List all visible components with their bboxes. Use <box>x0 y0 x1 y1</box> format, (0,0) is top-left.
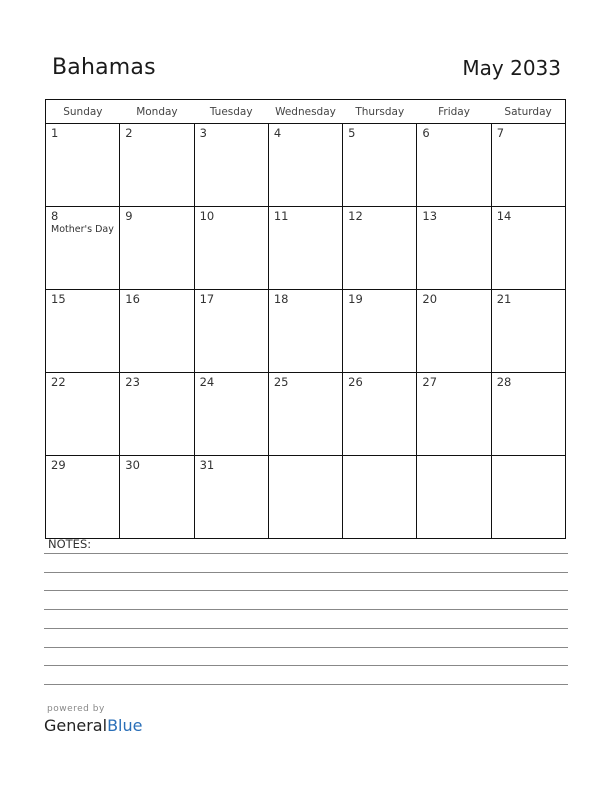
day-cell[interactable] <box>268 124 342 207</box>
day-number: 15 <box>51 292 66 306</box>
brand-general: General <box>44 716 108 735</box>
week-row <box>46 207 566 290</box>
day-number: 12 <box>348 209 363 223</box>
brand-blue: Blue <box>107 716 143 735</box>
day-cell[interactable] <box>46 207 120 290</box>
day-number: 22 <box>51 375 66 389</box>
day-number: 8 <box>51 209 59 223</box>
day-cell[interactable] <box>343 290 417 373</box>
day-number: 5 <box>348 126 356 140</box>
day-cell[interactable] <box>46 124 120 207</box>
day-number: 3 <box>199 126 207 140</box>
note-line <box>44 553 568 554</box>
day-cell[interactable] <box>417 373 491 456</box>
day-cell[interactable] <box>491 290 565 373</box>
day-cell[interactable] <box>417 124 491 207</box>
day-cell[interactable] <box>194 456 268 539</box>
day-cell[interactable] <box>120 124 194 207</box>
month-year-title: May 2033 <box>462 56 561 80</box>
weekday-header: Friday <box>417 100 491 124</box>
day-number: 29 <box>51 458 66 472</box>
day-number: 7 <box>496 126 505 140</box>
day-cell[interactable] <box>120 290 194 373</box>
day-cell[interactable] <box>417 207 491 290</box>
day-cell[interactable] <box>120 207 194 290</box>
day-number: 2 <box>125 126 133 140</box>
powered-by-text: powered by <box>47 704 105 714</box>
day-cell[interactable] <box>194 124 268 207</box>
day-cell[interactable] <box>343 124 417 207</box>
day-number: 25 <box>273 375 289 389</box>
weekday-header: Wednesday <box>268 100 342 124</box>
day-number: 11 <box>273 209 289 223</box>
day-cell[interactable] <box>194 207 268 290</box>
day-number: 16 <box>125 292 140 306</box>
day-number: 19 <box>348 292 363 306</box>
day-cell[interactable] <box>343 456 417 539</box>
note-line <box>44 628 568 629</box>
note-line <box>44 665 568 666</box>
day-cell[interactable] <box>46 373 120 456</box>
week-row <box>46 456 566 539</box>
day-cell[interactable] <box>120 456 194 539</box>
day-cell[interactable] <box>194 290 268 373</box>
day-cell[interactable] <box>343 207 417 290</box>
note-line <box>44 572 568 573</box>
day-cell[interactable] <box>491 124 565 207</box>
country-title: Bahamas <box>52 55 156 80</box>
weekday-header: Thursday <box>343 100 417 124</box>
weekday-header: Tuesday <box>194 100 268 124</box>
note-line <box>44 609 568 610</box>
calendar-grid <box>45 99 566 539</box>
day-number: 4 <box>273 126 282 140</box>
day-number: 31 <box>199 458 215 472</box>
day-number: 18 <box>273 292 289 306</box>
notes-label: NOTES: <box>48 537 92 551</box>
day-cell[interactable] <box>491 456 565 539</box>
day-cell[interactable] <box>120 373 194 456</box>
note-line <box>44 647 568 648</box>
day-cell[interactable] <box>417 456 491 539</box>
day-cell[interactable] <box>194 373 268 456</box>
weekday-header: Sunday <box>46 100 120 124</box>
day-cell[interactable] <box>46 456 120 539</box>
day-number: 6 <box>422 126 430 140</box>
week-row <box>46 290 566 373</box>
day-cell[interactable] <box>491 207 565 290</box>
day-cell[interactable] <box>268 373 342 456</box>
day-number: 23 <box>125 375 140 389</box>
generalblue-logo <box>44 716 142 735</box>
day-number: 10 <box>199 209 215 223</box>
week-row <box>46 124 566 207</box>
note-line <box>44 590 568 591</box>
day-number: 20 <box>422 292 438 306</box>
day-cell[interactable] <box>343 373 417 456</box>
day-cell[interactable] <box>268 456 342 539</box>
week-row <box>46 373 566 456</box>
day-number: 14 <box>496 209 512 223</box>
day-number: 24 <box>199 375 215 389</box>
day-cell[interactable] <box>491 373 565 456</box>
holiday-label: Mother's Day <box>51 224 114 235</box>
weekday-header-row <box>46 100 566 124</box>
day-number: 9 <box>125 209 133 223</box>
day-number: 1 <box>51 126 59 140</box>
day-number: 26 <box>348 375 363 389</box>
weekday-header: Saturday <box>491 100 565 124</box>
day-number: 17 <box>199 292 215 306</box>
day-cell[interactable] <box>417 290 491 373</box>
weekday-header: Monday <box>120 100 194 124</box>
day-cell[interactable] <box>46 290 120 373</box>
day-number: 21 <box>496 292 512 306</box>
day-cell[interactable] <box>268 290 342 373</box>
day-number: 13 <box>422 209 438 223</box>
note-line <box>44 684 568 685</box>
day-number: 30 <box>125 458 140 472</box>
day-number: 28 <box>496 375 512 389</box>
day-number: 27 <box>422 375 438 389</box>
day-cell[interactable] <box>268 207 342 290</box>
